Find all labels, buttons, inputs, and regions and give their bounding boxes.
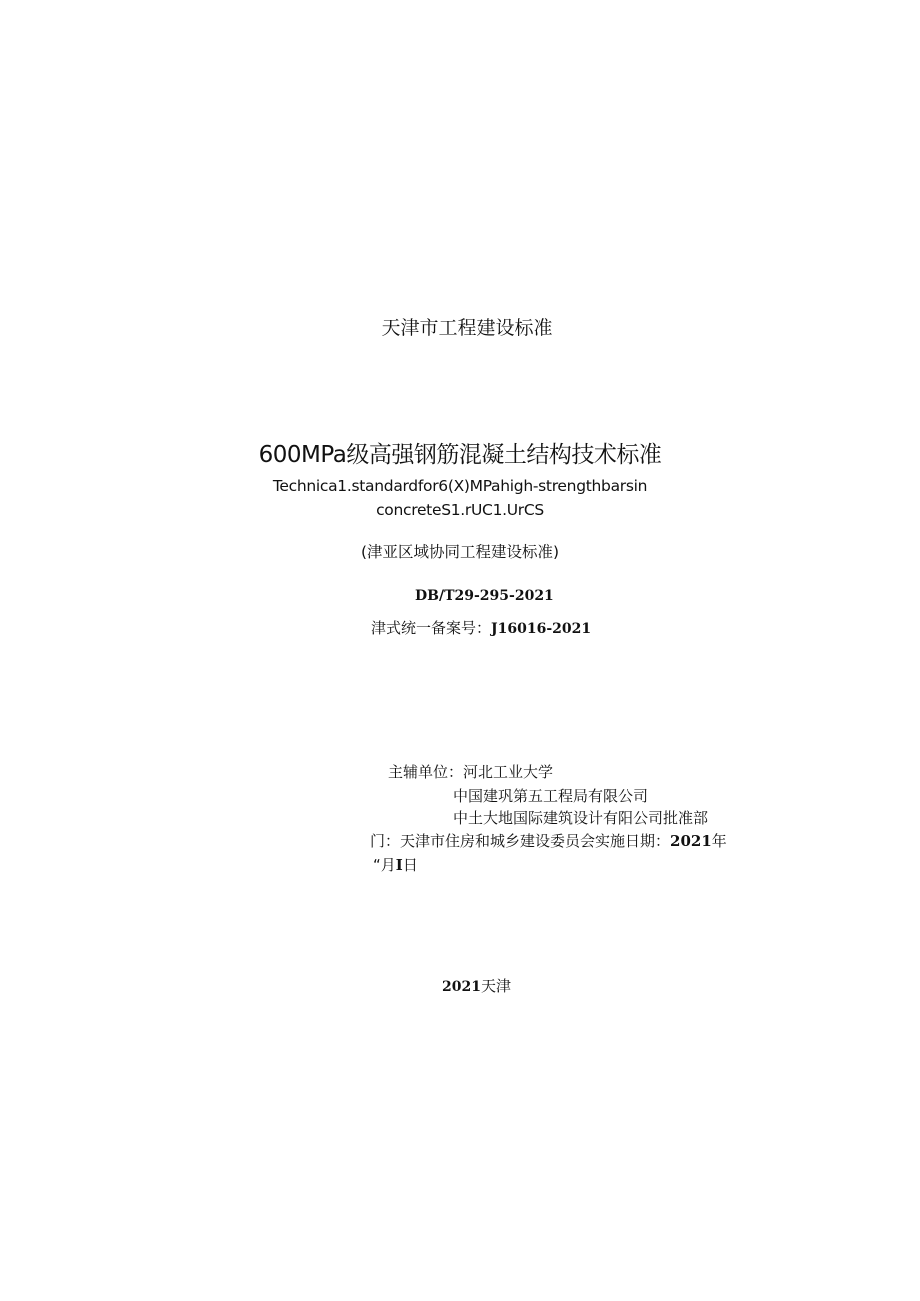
document-title-chinese: 600MPa级高强钢筋混凝土结构技术标准 [258,442,662,468]
day-suffix: 日 [402,856,418,874]
implementation-year: 2021 [670,832,712,850]
editing-organization-line-3: 中土大地国际建筑设计有阳公司批准部 [453,809,709,827]
record-number: J16016-2021 [491,621,592,637]
month-text: “月 [373,856,396,874]
editing-organization-line-1: 主辅单位：河北工业大学 [388,763,554,781]
document-title-english-line-2: concreteS1.rUC1.UrCS [376,501,544,519]
year-suffix: 年 [711,832,727,850]
publication-year: 2021 [442,979,481,995]
implementation-date-line [373,858,418,873]
approval-implementation-line [370,834,727,849]
document-title-english-line-1: Technica1.standardfor6(X)MPahigh-strengthbarsin [272,477,648,495]
record-number-label: 津式统一备案号： [371,619,492,637]
approval-text: 门：天津市住房和城乡建设委员会实施日期： [370,832,671,850]
standard-code: DB/T29-295-2021 [415,588,554,604]
regional-standard-note: (津亚区域协同工程建设标准) [360,543,560,561]
standard-series-heading: 天津市工程建设标准 [381,317,553,339]
editing-organization-line-2: 中国建巩第五工程局有限公司 [453,787,649,805]
publication-year-place [442,979,511,994]
day-number: I [395,856,403,874]
record-number-line [371,621,591,636]
publication-place: 天津 [480,977,511,995]
